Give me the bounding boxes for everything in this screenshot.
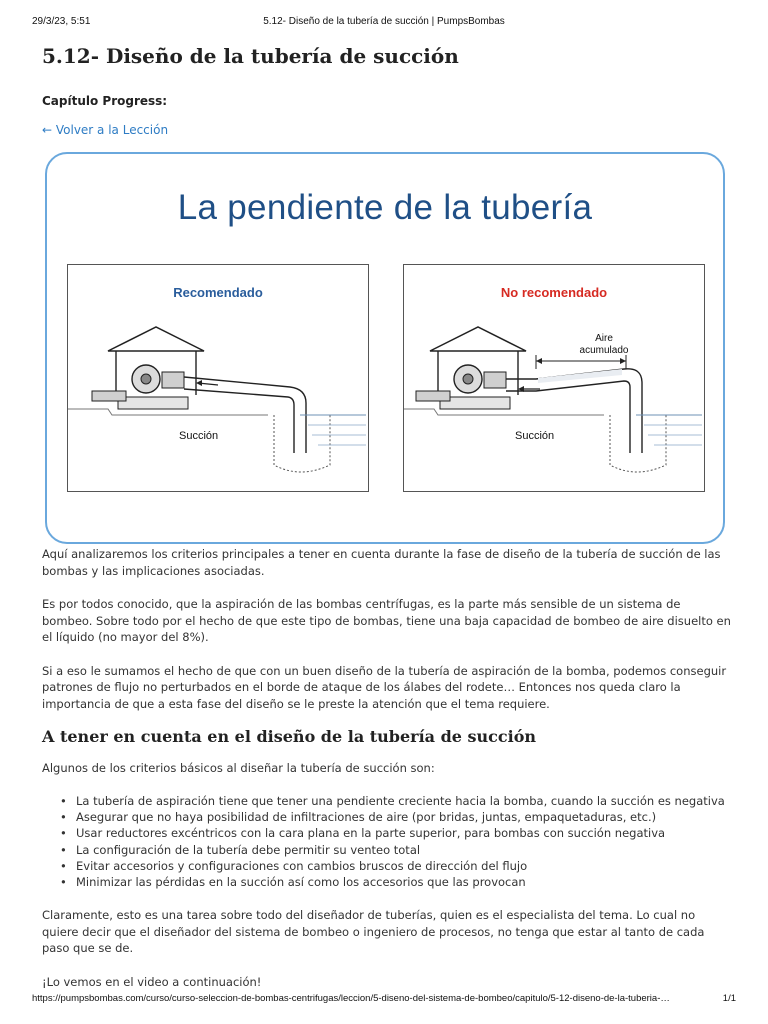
chapter-progress-label: Capítulo Progress: xyxy=(42,94,168,108)
print-page-title: 5.12- Diseño de la tubería de succión | PumpsBombas xyxy=(263,16,505,27)
intro-paragraph: Aquí analizaremos los criterios principales a tener en cuenta durante la fase de diseño de la tubería de succión de las bombas y las implicaciones asociadas. xyxy=(42,547,721,578)
not-recommended-pump-diagram xyxy=(404,265,706,493)
print-datetime: 29/3/23, 5:51 xyxy=(32,16,91,27)
recommended-pump-diagram xyxy=(68,265,370,493)
list-item: • Minimizar las pérdidas en la succión así como los accesorios que las provocan xyxy=(60,874,732,890)
designer-paragraph: Claramente, esto es una tarea sobre todo del diseñador de tuberías, quien es el especialista del tema. Lo cual no quiere decir que el diseñador del sistema de bombeo o ingeniero de procesos, no tenga que estar al tanto de cada paso que se de. xyxy=(42,908,705,956)
design-importance-paragraph: Si a eso le sumamos el hecho de que con un buen diseño de la tubería de aspiración de la bomba, podemos conseguir patrones de flujo no perturbados en el borde de ataque de los álabes del rodete… Entonces nos queda claro la importancia de que a esta fase del diseño se le preste la atención que el tema requiere. xyxy=(42,663,727,711)
recommended-panel xyxy=(67,264,369,492)
section-heading: A tener en cuenta en el diseño de la tubería de succión xyxy=(42,727,537,746)
not-recommended-title: No recomendado xyxy=(500,285,608,300)
list-intro: Algunos de los criterios básicos al diseñar la tubería de succión son: xyxy=(42,760,435,775)
back-to-lesson-link[interactable]: ← Volver a la Lección xyxy=(42,123,169,137)
print-page-number: 1/1 xyxy=(722,993,736,1004)
print-footer xyxy=(32,993,736,1007)
list-item: • Usar reductores excéntricos con la cara plana en la parte superior, para bombas con succión negativa xyxy=(60,825,732,841)
list-item: • Asegurar que no haya posibilidad de infiltraciones de aire (por bridas, juntas, empaquetaduras, etc.) xyxy=(60,809,732,825)
video-intro-paragraph: ¡Lo vemos en el video a continuación! xyxy=(42,974,262,989)
recommended-suction-label: Succión xyxy=(179,430,219,442)
air-label-text: Aire acumulado xyxy=(579,333,629,356)
pipe-slope-infographic xyxy=(45,152,725,544)
criteria-list xyxy=(60,793,732,890)
aspiration-paragraph: Es por todos conocido, que la aspiración de las bombas centrífugas, es la parte más sensible de un sistema de bombeo. Sobre todo por el hecho de que este tipo de bombas, tiene una baja capacidad de bombeo de aire disuelto en el líquido (no mayor del 8%). xyxy=(42,597,731,644)
not-recommended-suction-label: Succión xyxy=(515,430,555,442)
not-recommended-panel xyxy=(403,264,705,492)
print-url: https://pumpsbombas.com/curso/curso-seleccion-de-bombas-centrifugas/leccion/5-diseno-del-sistema-de-bombeo/capitulo/5-12-diseno-de-la-tuberia-… xyxy=(32,993,670,1004)
page-title: 5.12- Diseño de la tubería de succión xyxy=(42,44,459,68)
recommended-title: Recomendado xyxy=(173,285,263,300)
list-item: • La tubería de aspiración tiene que tener una pendiente creciente hacia la bomba, cuando la succión es negativa xyxy=(60,793,732,809)
list-item: • La configuración de la tubería debe permitir su venteo total xyxy=(60,842,732,858)
print-header xyxy=(32,16,736,30)
infographic-heading: La pendiente de la tubería xyxy=(177,188,593,227)
article-body xyxy=(42,546,732,1007)
list-item: • Evitar accesorios y configuraciones con cambios bruscos de dirección del flujo xyxy=(60,858,732,874)
